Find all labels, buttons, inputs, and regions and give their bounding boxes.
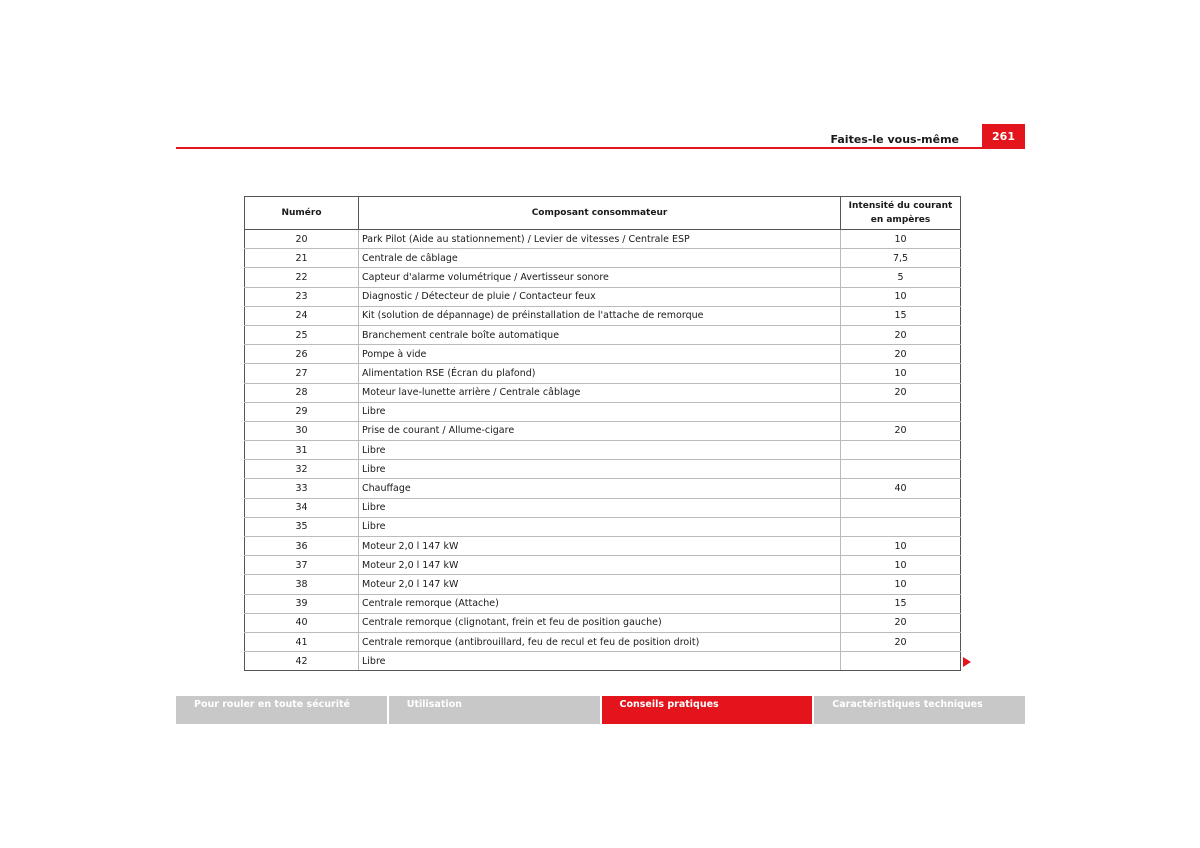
fuse-number-cell: 27	[245, 364, 359, 383]
table-row	[245, 345, 961, 364]
amperage-cell: 20	[841, 345, 961, 364]
amperage-cell: 40	[841, 479, 961, 498]
fuse-number-cell: 34	[245, 498, 359, 517]
table-header-row	[245, 197, 961, 230]
component-cell: Moteur 2,0 l 147 kW	[359, 575, 841, 594]
amperage-cell: 10	[841, 364, 961, 383]
fuse-number-cell: 30	[245, 421, 359, 440]
amperage-cell: 5	[841, 268, 961, 287]
component-cell: Libre	[359, 402, 841, 421]
fuse-number-cell: 28	[245, 383, 359, 402]
column-header-component: Composant consommateur	[359, 197, 841, 230]
footer-nav	[176, 696, 1025, 724]
footer-tab-usage[interactable]: Utilisation	[389, 696, 600, 724]
table-row	[245, 594, 961, 613]
fuse-number-cell: 23	[245, 287, 359, 306]
fuse-number-cell: 35	[245, 517, 359, 536]
footer-tab-safety[interactable]: Pour rouler en toute sécurité	[176, 696, 387, 724]
column-header-number: Numéro	[245, 197, 359, 230]
table-row	[245, 652, 961, 671]
column-header-amperage: Intensité du courant en ampères	[841, 197, 961, 230]
table-row	[245, 498, 961, 517]
amperage-cell: 15	[841, 594, 961, 613]
table-row	[245, 537, 961, 556]
table-row	[245, 287, 961, 306]
component-cell: Libre	[359, 517, 841, 536]
component-cell: Libre	[359, 441, 841, 460]
amperage-cell	[841, 441, 961, 460]
table-row	[245, 268, 961, 287]
component-cell: Chauffage	[359, 479, 841, 498]
fuse-number-cell: 22	[245, 268, 359, 287]
table-row	[245, 383, 961, 402]
amperage-cell: 15	[841, 306, 961, 325]
amperage-cell: 20	[841, 383, 961, 402]
amperage-cell: 20	[841, 613, 961, 632]
component-cell: Centrale remorque (Attache)	[359, 594, 841, 613]
amperage-cell: 20	[841, 325, 961, 344]
fuse-number-cell: 39	[245, 594, 359, 613]
amperage-cell	[841, 402, 961, 421]
amperage-cell: 10	[841, 575, 961, 594]
component-cell: Moteur 2,0 l 147 kW	[359, 556, 841, 575]
table-row	[245, 460, 961, 479]
fuse-number-cell: 26	[245, 345, 359, 364]
footer-tab-practical-tips[interactable]: Conseils pratiques	[602, 696, 813, 724]
triangle-right-icon	[963, 657, 971, 667]
amperage-cell	[841, 652, 961, 671]
fuse-table	[244, 196, 961, 671]
amperage-cell: 10	[841, 556, 961, 575]
amperage-cell: 20	[841, 632, 961, 651]
component-cell: Kit (solution de dépannage) de préinstallation de l'attache de remorque	[359, 306, 841, 325]
table-row	[245, 613, 961, 632]
fuse-number-cell: 31	[245, 441, 359, 460]
component-cell: Moteur 2,0 l 147 kW	[359, 537, 841, 556]
component-cell: Centrale de câblage	[359, 249, 841, 268]
fuse-number-cell: 40	[245, 613, 359, 632]
component-cell: Diagnostic / Détecteur de pluie / Contacteur feux	[359, 287, 841, 306]
amperage-cell: 7,5	[841, 249, 961, 268]
fuse-number-cell: 21	[245, 249, 359, 268]
footer-tab-technical-specs[interactable]: Caractéristiques techniques	[814, 696, 1025, 724]
fuse-number-cell: 33	[245, 479, 359, 498]
amperage-cell: 10	[841, 230, 961, 249]
table-row	[245, 364, 961, 383]
component-cell: Centrale remorque (antibrouillard, feu de recul et feu de position droit)	[359, 632, 841, 651]
component-cell: Prise de courant / Allume-cigare	[359, 421, 841, 440]
component-cell: Alimentation RSE (Écran du plafond)	[359, 364, 841, 383]
fuse-number-cell: 38	[245, 575, 359, 594]
page-number: 261	[982, 124, 1025, 148]
component-cell: Centrale remorque (clignotant, frein et feu de position gauche)	[359, 613, 841, 632]
fuse-number-cell: 20	[245, 230, 359, 249]
fuse-number-cell: 32	[245, 460, 359, 479]
table-row	[245, 517, 961, 536]
component-cell: Moteur lave-lunette arrière / Centrale câblage	[359, 383, 841, 402]
section-title: Faites-le vous-même	[830, 133, 959, 146]
fuse-number-cell: 25	[245, 325, 359, 344]
fuse-number-cell: 37	[245, 556, 359, 575]
fuse-number-cell: 29	[245, 402, 359, 421]
table-row	[245, 421, 961, 440]
fuse-number-cell: 42	[245, 652, 359, 671]
component-cell: Branchement centrale boîte automatique	[359, 325, 841, 344]
component-cell: Pompe à vide	[359, 345, 841, 364]
header-divider	[176, 147, 1025, 149]
fuse-table-body	[245, 230, 961, 671]
component-cell: Park Pilot (Aide au stationnement) / Levier de vitesses / Centrale ESP	[359, 230, 841, 249]
amperage-cell	[841, 460, 961, 479]
component-cell: Libre	[359, 460, 841, 479]
table-row	[245, 230, 961, 249]
table-row	[245, 556, 961, 575]
amperage-cell	[841, 517, 961, 536]
table-row	[245, 441, 961, 460]
table-row	[245, 575, 961, 594]
fuse-number-cell: 41	[245, 632, 359, 651]
table-row	[245, 306, 961, 325]
table-row	[245, 479, 961, 498]
component-cell: Libre	[359, 498, 841, 517]
table-row	[245, 249, 961, 268]
component-cell: Libre	[359, 652, 841, 671]
table-row	[245, 632, 961, 651]
amperage-cell: 10	[841, 287, 961, 306]
amperage-cell: 20	[841, 421, 961, 440]
fuse-number-cell: 24	[245, 306, 359, 325]
fuse-number-cell: 36	[245, 537, 359, 556]
amperage-cell: 10	[841, 537, 961, 556]
component-cell: Capteur d'alarme volumétrique / Avertisseur sonore	[359, 268, 841, 287]
amperage-cell	[841, 498, 961, 517]
table-row	[245, 325, 961, 344]
table-row	[245, 402, 961, 421]
